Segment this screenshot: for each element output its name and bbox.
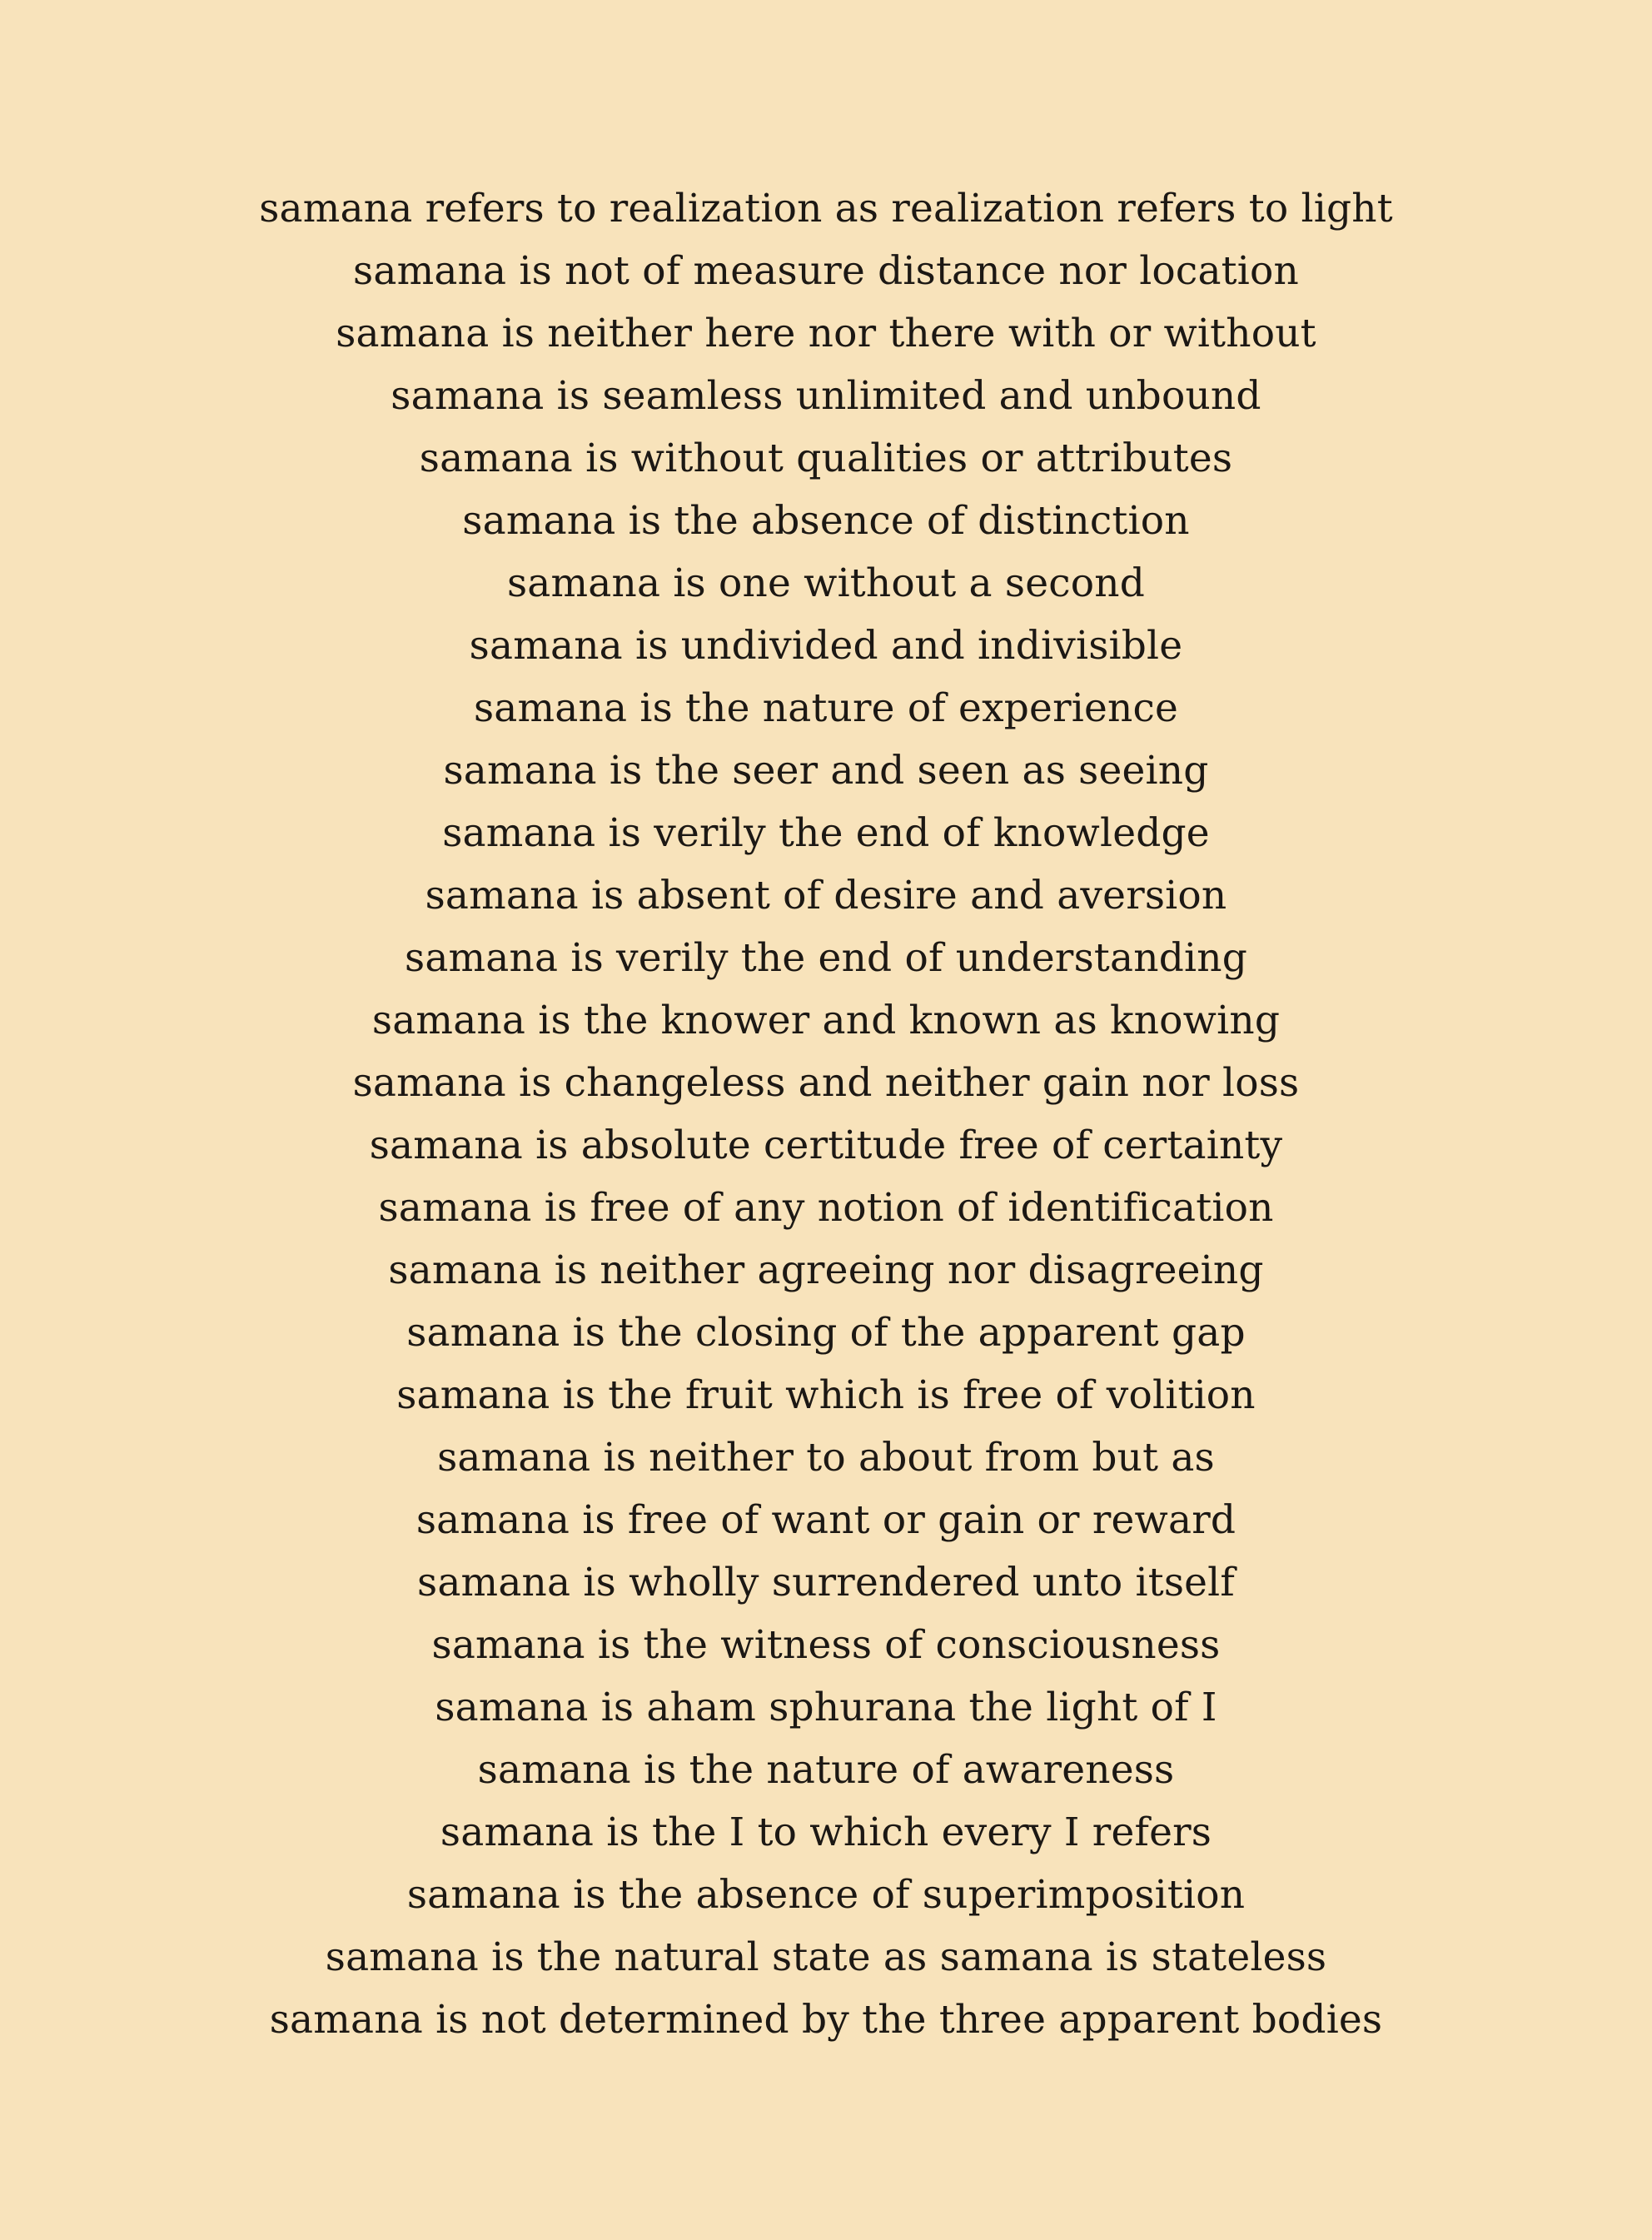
poem-line: samana is the absence of superimposition <box>406 1872 1246 1918</box>
poem-line: samana is neither here nor there with or without <box>336 311 1316 356</box>
poem-line: samana is absent of desire and aversion <box>425 873 1227 918</box>
poem-line: samana is without qualities or attributes <box>419 436 1233 481</box>
poem-line: samana is the closing of the apparent gap <box>406 1310 1246 1356</box>
poem-line: samana is seamless unlimited and unbound <box>391 373 1261 419</box>
poem-line: samana refers to realization as realization refers to light <box>259 186 1393 231</box>
poem-line: samana is neither to about from but as <box>437 1435 1215 1481</box>
poem-line: samana is free of want or gain or reward <box>415 1497 1237 1543</box>
poem-line: samana is the fruit which is free of volition <box>396 1372 1256 1418</box>
poem-line: samana is the knower and known as knowing <box>371 998 1281 1043</box>
poem-line: samana is the seer and seen as seeing <box>443 748 1209 794</box>
poem-line: samana is the natural state as samana is stateless <box>325 1934 1327 1980</box>
poem-line: samana is verily the end of understanding <box>405 935 1247 981</box>
poem-line: samana is verily the end of knowledge <box>442 810 1210 856</box>
poem <box>0 177 1652 2051</box>
poem-line: samana is changeless and neither gain nor loss <box>352 1060 1300 1106</box>
poem-line: samana is one without a second <box>506 560 1146 606</box>
poem-line: samana is the nature of experience <box>473 685 1178 731</box>
poem-line: samana is not determined by the three apparent bodies <box>269 1997 1383 2043</box>
poem-line: samana is free of any notion of identification <box>378 1185 1274 1231</box>
poem-line: samana is not of measure distance nor location <box>353 248 1299 294</box>
poem-line: samana is undivided and indivisible <box>469 623 1183 669</box>
poem-line: samana is the absence of distinction <box>462 498 1190 544</box>
poem-line: samana is the witness of consciousness <box>431 1622 1221 1668</box>
poem-line: samana is the nature of awareness <box>477 1747 1175 1793</box>
poem-line: samana is absolute certitude free of certainty <box>369 1122 1283 1168</box>
poem-line: samana is neither agreeing nor disagreeing <box>388 1247 1264 1293</box>
poem-line: samana is aham sphurana the light of I <box>435 1685 1217 1730</box>
poem-line: samana is wholly surrendered unto itself <box>417 1560 1235 1605</box>
poem-line: samana is the I to which every I refers <box>440 1809 1212 1855</box>
